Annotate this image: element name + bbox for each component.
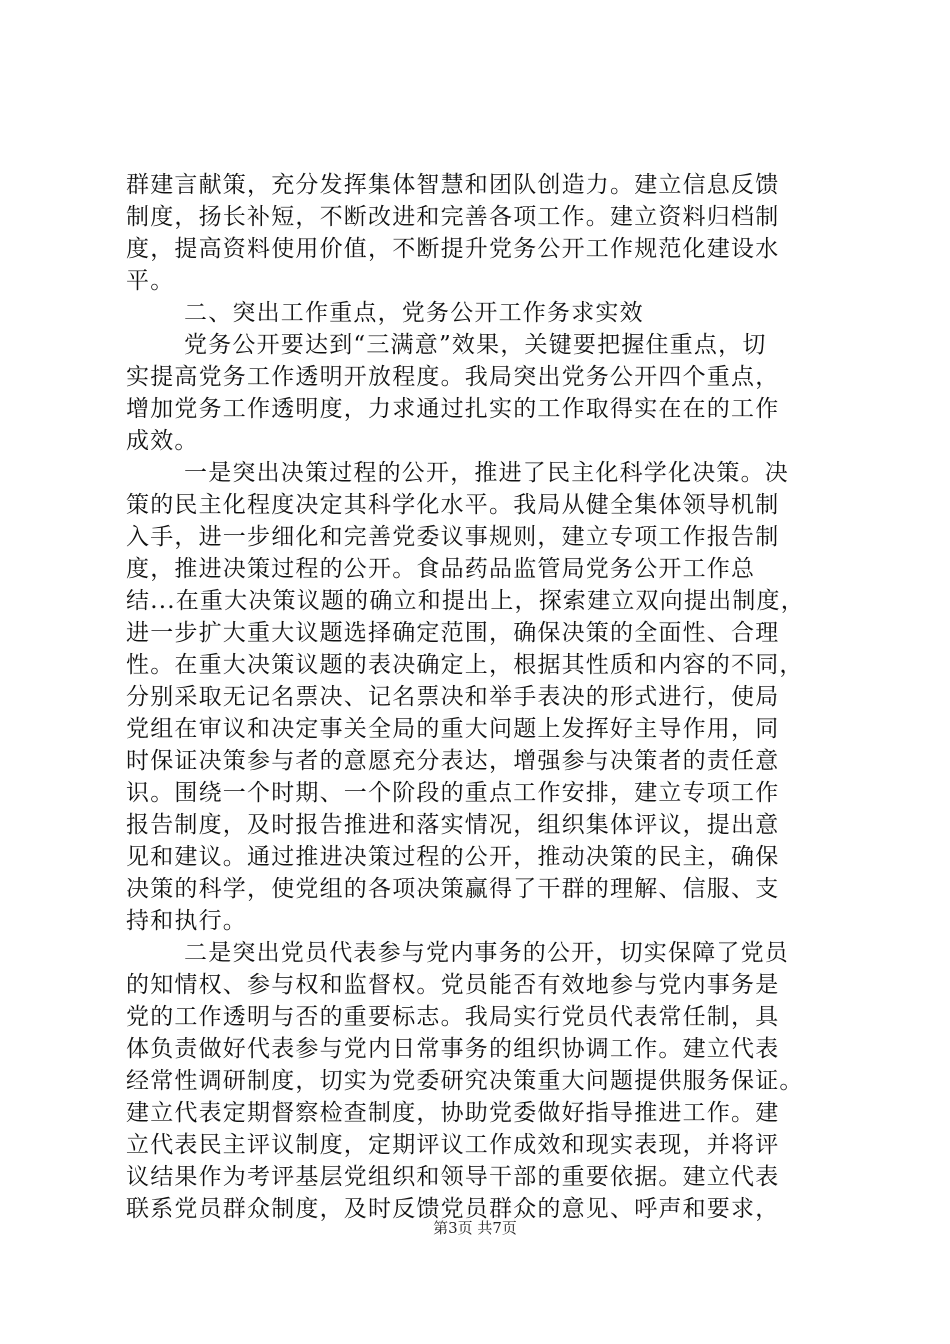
text-line: 建立代表定期督察检查制度，协助党委做好指导推进工作。建: [126, 1100, 780, 1126]
document-body: [126, 169, 842, 1225]
text-line: 入手，进一步细化和完善党委议事规则，建立专项工作报告制: [126, 524, 780, 550]
text-line: 识。围绕一个时期、一个阶段的重点工作安排，建立专项工作: [126, 780, 780, 806]
text-line: 联系党员群众制度，及时反馈党员群众的意见、呼声和要求，: [126, 1196, 780, 1222]
text-line: 结...在重大决策议题的确立和提出上，探索建立双向提出制度，: [126, 588, 805, 614]
text-line: 实提高党务工作透明开放程度。我局突出党务公开四个重点，: [126, 364, 780, 390]
text-line: 的知情权、参与权和监督权。党员能否有效地参与党内事务是: [126, 972, 780, 998]
page-footer: 第3页 共7页: [433, 1219, 517, 1237]
text-line: 分别采取无记名票决、记名票决和举手表决的形式进行，使局: [126, 684, 780, 710]
text-line: 决策的科学，使党组的各项决策赢得了干群的理解、信服、支: [126, 876, 780, 902]
paragraph: [126, 329, 842, 457]
text-line: 经常性调研制度，切实为党委研究决策重大问题提供服务保证。: [126, 1068, 804, 1094]
text-line: 制度，扬长补短，不断改进和完善各项工作。建立资料归档制: [126, 204, 780, 230]
text-line: 平。: [126, 268, 175, 294]
text-line: 立代表民主评议制度，定期评议工作成效和现实表现，并将评: [126, 1132, 780, 1158]
paragraph: [126, 937, 842, 1225]
paragraph: [126, 297, 842, 329]
text-line: 持和执行。: [126, 908, 247, 934]
paragraph: [126, 169, 842, 297]
text-line: 度，提高资料使用价值，不断提升党务公开工作规范化建设水: [126, 236, 780, 262]
text-line: 策的民主化程度决定其科学化水平。我局从健全集体领导机制: [126, 492, 780, 518]
text-line: 进一步扩大重大议题选择确定范围，确保决策的全面性、合理: [126, 620, 780, 646]
text-line: 成效。: [126, 428, 199, 454]
text-line: 时保证决策参与者的意愿充分表达，增强参与决策者的责任意: [126, 748, 780, 774]
text-line: 一是突出决策过程的公开，推进了民主化科学化决策。决: [184, 460, 789, 486]
text-line: 议结果作为考评基层党组织和领导干部的重要依据。建立代表: [126, 1164, 780, 1190]
text-line: 见和建议。通过推进决策过程的公开，推动决策的民主，确保: [126, 844, 780, 870]
text-line: 二是突出党员代表参与党内事务的公开，切实保障了党员: [184, 940, 789, 966]
text-line: 报告制度，及时报告推进和落实情况，组织集体评议，提出意: [126, 812, 780, 838]
text-line: 党务公开要达到“三满意”效果，关键要把握住重点，切: [184, 332, 767, 358]
text-line: 体负责做好代表参与党内日常事务的组织协调工作。建立代表: [126, 1036, 780, 1062]
text-line: 增加党务工作透明度，力求通过扎实的工作取得实在在的工作: [126, 396, 780, 422]
text-line: 二、突出工作重点，党务公开工作务求实效: [184, 300, 644, 326]
text-line: 群建言献策，充分发挥集体智慧和团队创造力。建立信息反馈: [126, 172, 780, 198]
text-line: 党的工作透明与否的重要标志。我局实行党员代表常任制，具: [126, 1004, 780, 1030]
text-line: 党组在审议和决定事关全局的重大问题上发挥好主导作用，同: [126, 716, 780, 742]
text-line: 性。在重大决策议题的表决确定上，根据其性质和内容的不同，: [126, 652, 804, 678]
text-line: 度，推进决策过程的公开。食品药品监管局党务公开工作总: [126, 556, 756, 582]
paragraph: [126, 457, 842, 937]
